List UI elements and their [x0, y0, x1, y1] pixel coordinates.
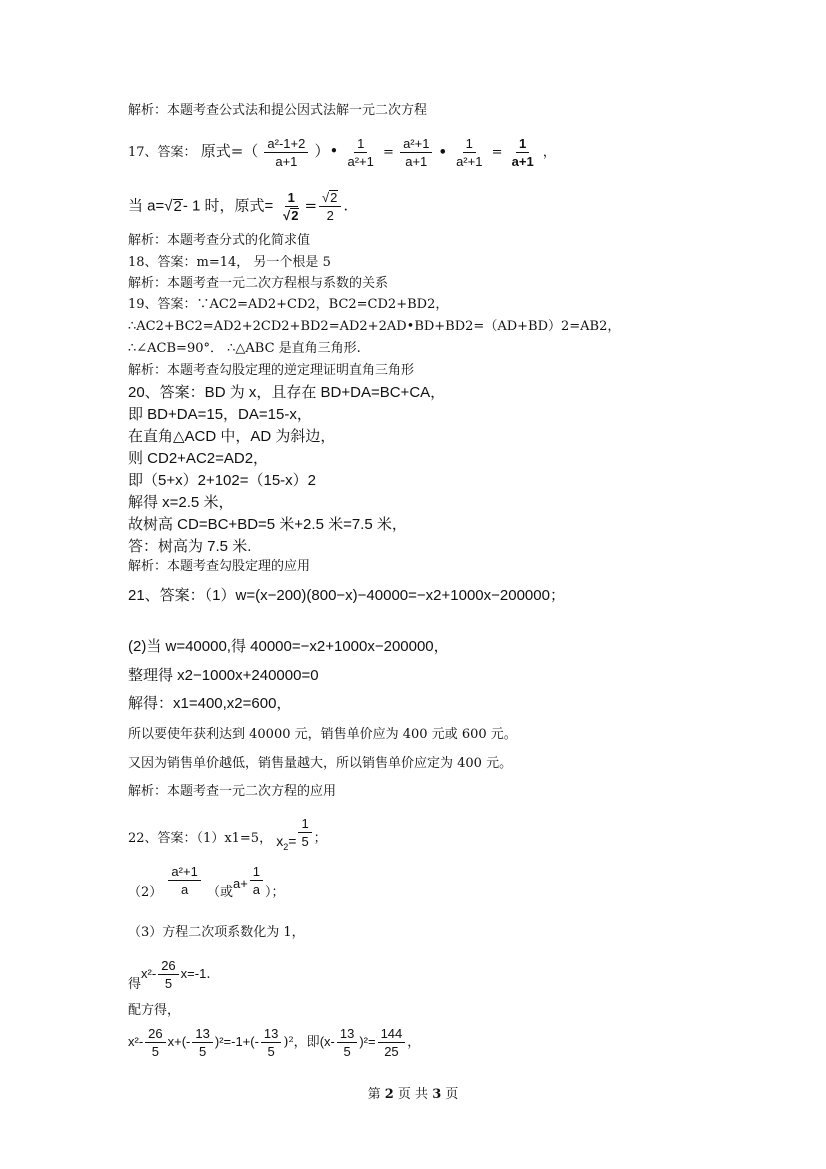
page-number: 2: [384, 1087, 394, 1102]
formula-text: 得: [128, 977, 142, 992]
fraction: $\frac{1}{√2}$: [283, 190, 299, 223]
formula-text: x+(-: [167, 1033, 191, 1049]
answer-21-line1: 21、答案：（1）w=(x−200)(800−x)−40000=−x2+1000x−200000；: [128, 587, 565, 604]
formula-text: ，: [542, 145, 556, 160]
sqrt-icon: √: [322, 190, 330, 205]
answer-17-line2: 当 a=√2- 1 时，原式= $\frac{1}{√2}$ = $\frac{√2}{2}$ .: [128, 190, 349, 223]
formula-text: x²: [141, 966, 152, 981]
answer-22-line3: （3）方程二次项系数化为 1，: [128, 925, 305, 940]
answer-18: 18、答案：m=14， 另一个根是 5: [128, 255, 331, 270]
answer-20-line8: 答：树高为 7.5 米.: [128, 538, 252, 555]
footer-text: 页 共: [397, 1087, 429, 1102]
page-footer: [0, 1083, 826, 1102]
formula-text: - 1 时，原式=: [182, 197, 274, 215]
analysis-line-21: 解析：本题考查一元二次方程的应用: [128, 784, 337, 799]
fraction: $\frac{13}{5}$: [261, 1026, 281, 1059]
formula-text: =: [491, 145, 503, 160]
answer-20-line7: 故树高 CD=BC+BD=5 米+2.5 米=7.5 米，: [128, 516, 407, 533]
total-pages: 3: [432, 1087, 442, 1102]
formula-text: x=-1: [180, 966, 207, 981]
formula-text: $x_2=$: [276, 833, 297, 852]
answer-22-line1: 22、答案：（1）x1=5， $x_2=$ $\frac{1}{5}$ ；: [128, 816, 327, 852]
sqrt-icon: √: [164, 197, 173, 215]
sqrt-value: 2: [173, 197, 182, 215]
fraction: $\frac{1}{\text{a²+1}}$: [347, 136, 374, 169]
formula-text: ，: [407, 1033, 421, 1049]
fraction: $\frac{\text{a²+1}}{a}$: [168, 864, 200, 897]
answer-22-line4: [128, 958, 210, 991]
fraction: $\frac{1}{a}$: [250, 864, 263, 897]
formula-text: ）；: [265, 885, 285, 900]
answer-label: （2）: [128, 885, 163, 900]
fraction: $\frac{1}{a+1}$: [511, 136, 534, 169]
answer-21-line3: 整理得 x2−1000x+240000=0: [128, 667, 319, 684]
fraction: $\frac{√2}{2}$: [319, 190, 341, 223]
formula-text: 原式=（: [200, 142, 259, 160]
answer-label: 22、答案：（1）x1=5，: [128, 831, 273, 846]
sqrt-icon: √: [283, 208, 291, 223]
answer-17-line1: [128, 136, 556, 169]
answer-21-line5: 所以要使年获利达到 40000 元，销售单价应为 400 元或 600 元。: [128, 727, 517, 742]
answer-20-line6: 解得 x=2.5 米，: [128, 494, 234, 511]
answer-20-line2: 即 BD+DA=15，DA=15-x，: [128, 406, 312, 423]
formula-text: )²=-1+(-: [214, 1033, 259, 1049]
formula-text: =: [383, 145, 394, 160]
fraction: $\frac{26}{5}$: [145, 1026, 165, 1059]
fraction: $\frac{13}{5}$: [192, 1026, 212, 1059]
fraction: $\frac{1}{\text{a²+1}}$: [456, 136, 483, 169]
formula-text: )²，即: [283, 1034, 320, 1050]
answer-20-line3: 在直角△ACD 中，AD 为斜边，: [128, 428, 336, 445]
fraction: $\frac{\text{a²+1}}{a+1}$: [400, 136, 432, 169]
footer-text: 第: [367, 1087, 381, 1102]
answer-22-line5: 配方得，: [128, 1003, 181, 1018]
answer-22-line2: [128, 864, 285, 901]
footer-text: 页: [445, 1087, 459, 1102]
formula-text: .: [206, 967, 211, 982]
analysis-line-17: 解析：本题考查分式的化简求值: [128, 233, 311, 248]
fraction: $\frac{144}{25}$: [378, 1026, 406, 1059]
analysis-line-20: 解析：本题考查勾股定理的应用: [128, 559, 311, 574]
formula-text: (x-: [319, 1033, 335, 1049]
answer-20-line5: 即（5+x）2+102=（15-x）2: [128, 472, 317, 489]
answer-label: 17、答案：: [128, 145, 197, 160]
formula-text: x²-: [128, 1033, 144, 1049]
formula-text: 当 a=: [128, 197, 165, 215]
answer-19-line3: ∴∠ACB=90°． ∴△ABC 是直角三角形.: [128, 341, 361, 356]
answer-20-line4: 则 CD2+AC2=AD2，: [128, 450, 269, 467]
answer-21-line6: 又因为销售单价越低，销售量越大，所以销售单价应定为 400 元。: [128, 756, 513, 771]
answer-19-line2: ∴AC2+BC2=AD2+2CD2+BD2=AD2+2AD•BD+BD2=（AD+BD）2=AB2，: [128, 319, 621, 334]
answer-21-line2: (2)当 w=40000,得 40000=−x2+1000x−200000，: [128, 638, 449, 655]
formula-text: -: [151, 966, 157, 981]
answer-19-line1: 19、答案：∵AC2=AD2+CD2，BC2=CD2+BD2，: [128, 297, 449, 312]
answer-21-line4: 解得：x1=400,x2=600，: [128, 695, 292, 712]
analysis-line-19: 解析：本题考查勾股定理的逆定理证明直角三角形: [128, 363, 415, 378]
answer-20-line1: 20、答案：BD 为 x，且存在 BD+DA=BC+CA，: [128, 384, 446, 401]
formula-text: )²=: [359, 1033, 376, 1049]
formula-text: a+: [232, 876, 248, 891]
answer-22-line6: [128, 1026, 420, 1059]
formula-text: •: [438, 145, 447, 160]
analysis-line-18: 解析：本题考查一元二次方程根与系数的关系: [128, 276, 389, 291]
fraction: $\frac{13}{5}$: [337, 1026, 357, 1059]
fraction: $\frac{1}{5}$: [298, 816, 311, 849]
formula-text: （或: [206, 885, 233, 900]
analysis-line-16: 解析：本题考查公式法和提公因式法解一元二次方程: [128, 103, 428, 118]
fraction: $\frac{26}{5}$: [158, 958, 178, 991]
fraction: $\frac{\text{a²-1+2}}{a+1}$: [264, 136, 308, 169]
formula-text: ）•: [314, 142, 339, 160]
